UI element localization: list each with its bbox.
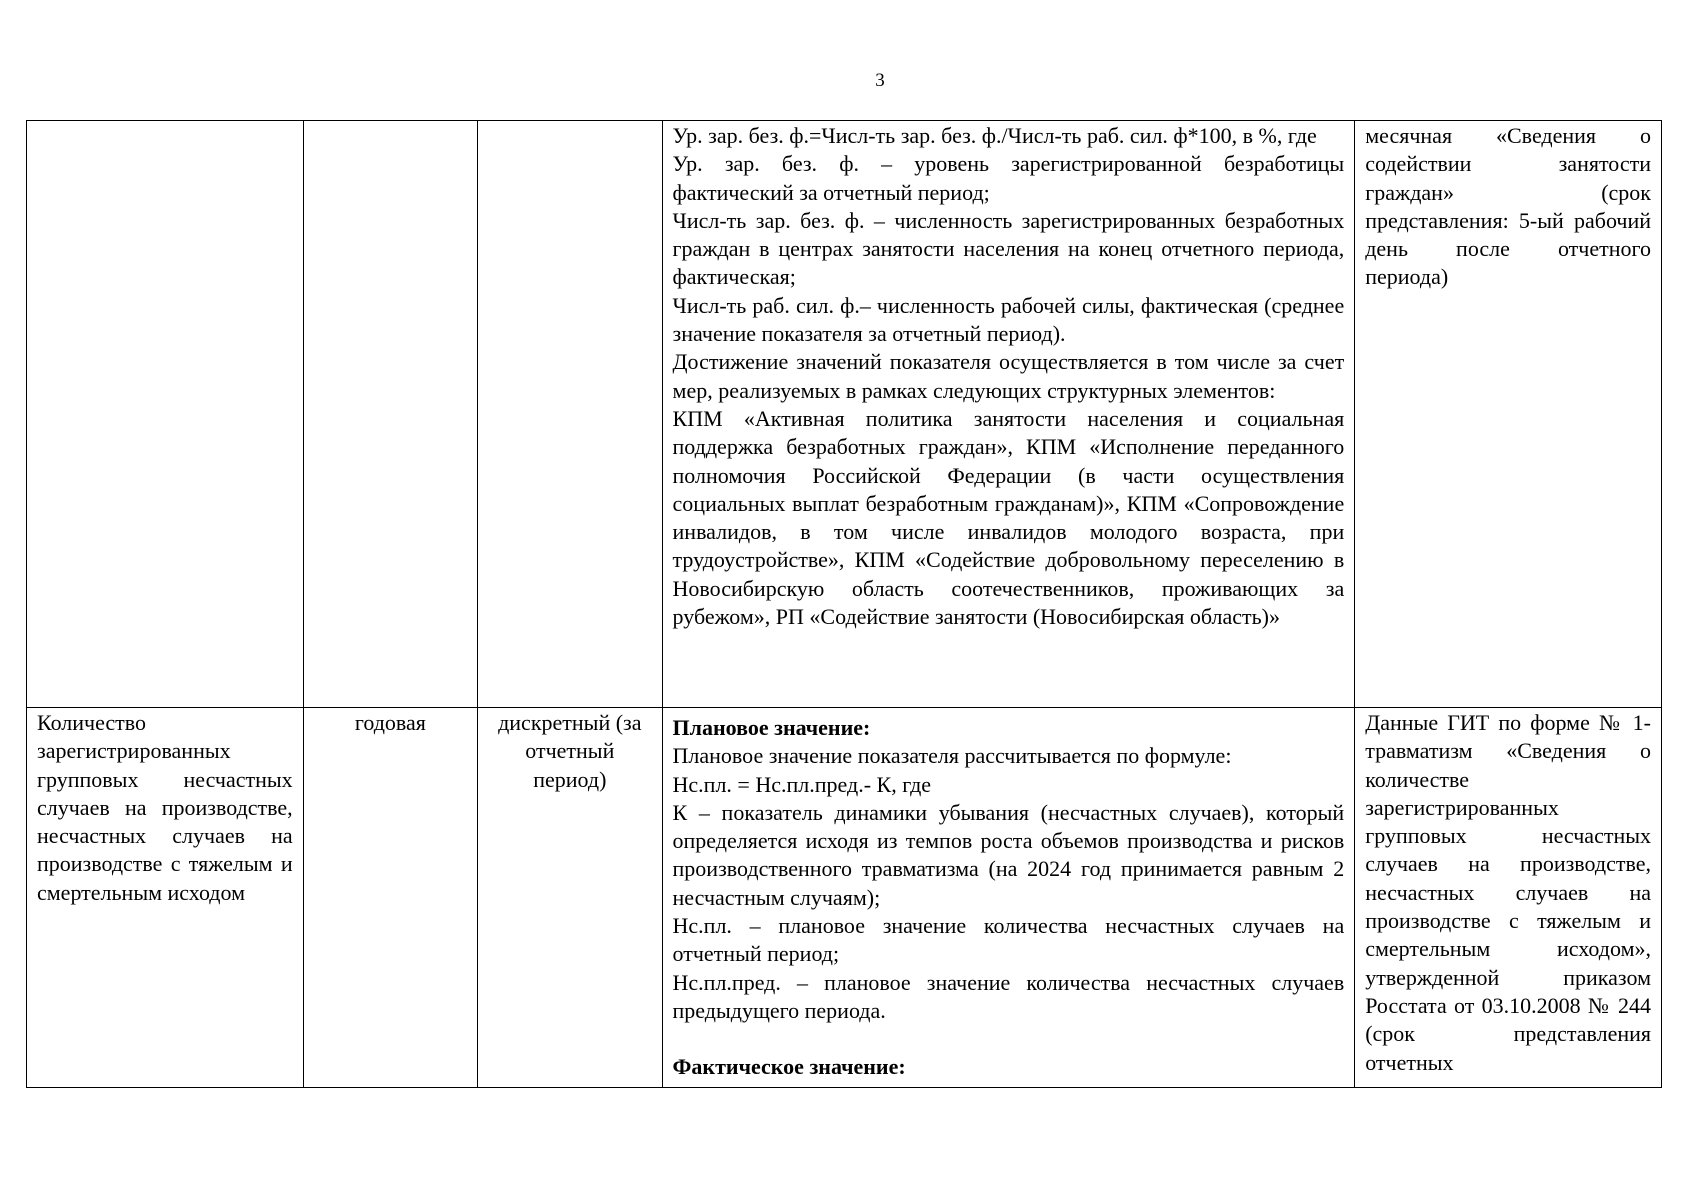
method-paragraph: Нс.пл. – плановое значение количества несчастных случаев на отчетный период; <box>672 913 1345 967</box>
periodicity-cell <box>303 121 477 708</box>
calculation-method-cell <box>662 121 1355 708</box>
indicator-name-cell <box>27 708 304 1088</box>
method-paragraph: К – показатель динамики убывания (несчастных случаев), который определяется исходя из темпов роста объемов производства и рисков производственного травматизма (на 2024 год принимается равным 2 несчастным случаям); <box>672 799 1345 910</box>
method-paragraph: Нс.пл.пред. – плановое значение количества несчастных случаев предыдущего периода. <box>672 969 1345 1023</box>
data-source-cell <box>1355 121 1662 708</box>
data-source-cell <box>1355 708 1662 1088</box>
method-paragraph: Достижение значений показателя осуществляется в том числе за счет мер, реализуемых в рамках следующих структурных элементов: <box>672 349 1345 403</box>
method-paragraph: Ур. зар. без. ф. – уровень зарегистрированной безработицы фактический за отчетный период; <box>672 151 1345 205</box>
indicator-type-cell <box>478 121 662 708</box>
indicator-name-cell <box>27 121 304 708</box>
method-paragraph: КПМ «Активная политика занятости населения и социальная поддержка безработных граждан», КПМ «Исполнение переданного полномочия Российской Федерации (в части осуществления социальных выплат безработным гражданам)», КПМ «Сопровождение инвалидов, в том числе инвалидов молодого возраста, при трудоустройстве», КПМ «Содействие добровольному переселению в Новосибирскую область соотечественников, проживающих за рубежом», РП «Содействие занятости (Новосибирская область)» <box>672 405 1345 630</box>
page-number: 3 <box>875 70 885 91</box>
method-paragraph: Ур. зар. без. ф.=Числ-ть зар. без. ф./Числ-ть раб. сил. ф*100, в %, где <box>672 123 1317 148</box>
indicator-type: дискретный (за отчетный период) <box>498 710 642 792</box>
method-paragraph: Числ-ть раб. сил. ф.– численность рабочей силы, фактическая (среднее значение показателя за отчетный период). <box>672 292 1345 347</box>
paragraph-gap <box>673 1025 1345 1053</box>
indicator-table <box>26 120 1662 1088</box>
data-source: месячная «Сведения о содействии занятости граждан» (срок представления: 5-ый рабочий день после отчетного периода) <box>1365 123 1651 290</box>
calculation-method-cell <box>662 708 1355 1088</box>
method-paragraph: Плановое значение показателя рассчитывается по формуле: <box>672 743 1232 769</box>
actual-value-heading: Фактическое значение: <box>672 1054 906 1080</box>
planned-value-heading: Плановое значение: <box>672 715 871 740</box>
indicator-name: Количество зарегистрированных групповых несчастных случаев на производстве, несчастных случаев на производстве с тяжелым и смертельным исходом <box>37 710 293 905</box>
indicator-type-cell <box>478 708 662 1088</box>
periodicity-cell <box>303 708 477 1088</box>
table-row <box>27 708 1662 1088</box>
table-row <box>27 121 1662 708</box>
method-paragraph: Нс.пл. = Нс.пл.пред.- К, где <box>672 771 932 797</box>
periodicity: годовая <box>354 710 426 735</box>
method-paragraph: Числ-ть зар. без. ф. – численность зарегистрированных безработных граждан в центрах занятости населения на конец отчетного периода, фактическая; <box>672 207 1345 290</box>
data-source: Данные ГИТ по форме № 1-травматизм «Сведения о количестве зарегистрированных групповых несчастных случаев на производстве, несчастных случаев на производстве с тяжелым и смертельным исходом», утвержденной приказом Росстата от 03.10.2008 № 244 (срок представления отчетных <box>1365 710 1651 1075</box>
